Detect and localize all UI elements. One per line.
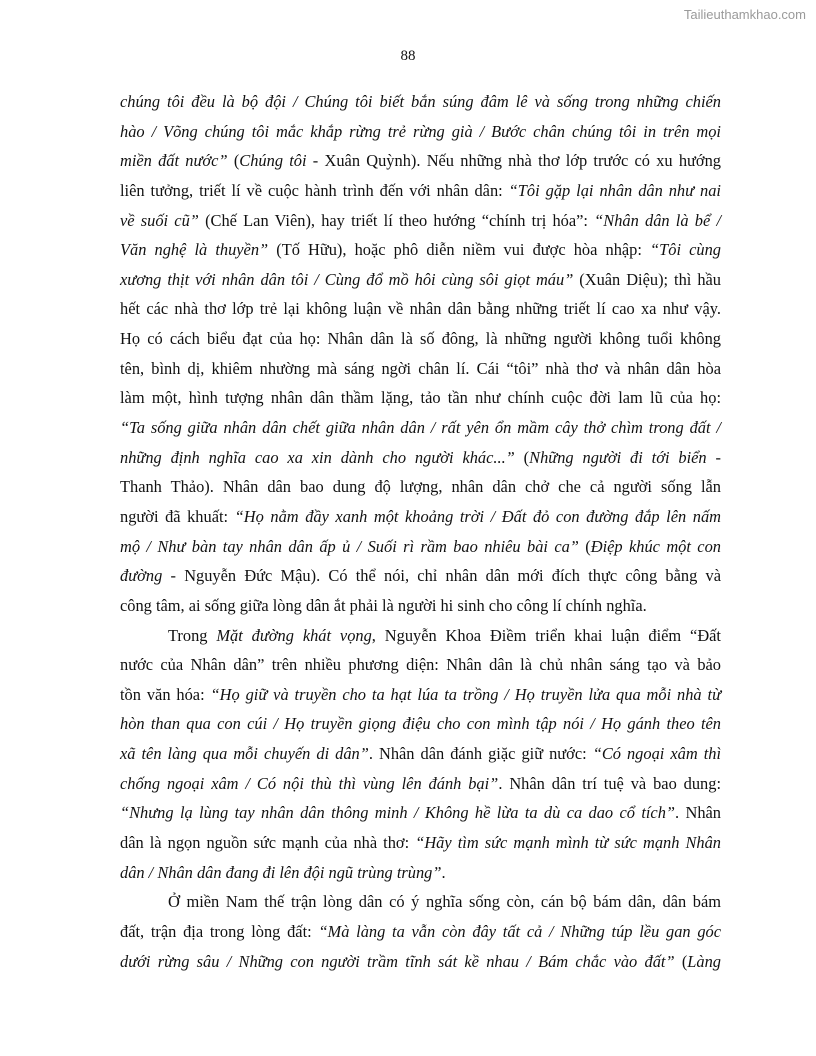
quoted-text: mộ / Như bàn tay nhân dân ấp ủ / Suối rì rầm bao nhiêu bài ca”: [120, 536, 579, 556]
text-line: [120, 739, 721, 769]
text-segment: dân là ngọn nguồn sức mạnh của nhà thơ:: [120, 833, 416, 853]
text-line: [120, 887, 721, 917]
text-line: [120, 709, 721, 739]
watermark-text: Tailieuthamkhao.com: [683, 7, 806, 22]
quoted-text: Mặt đường khát vọng: [216, 625, 372, 645]
text-line: [120, 117, 721, 147]
quoted-text: dưới rừng sâu / Những con người trầm tĩnh sát kề nhau / Bám chắc vào đất”: [120, 951, 675, 971]
text-segment: (Xuân Diệu); thì hầu: [573, 269, 721, 289]
text-segment: (: [578, 536, 591, 556]
text-segment: (: [514, 447, 530, 467]
quoted-text: “Họ giữ và truyền cho ta hạt lúa ta trồng / Họ truyền lửa qua mỗi nhà từ: [210, 684, 722, 704]
text-line: [120, 294, 721, 324]
text-segment: (Tố Hữu), hoặc phô diễn niềm vui được hòa nhập:: [268, 240, 651, 260]
text-segment: người đã khuất:: [120, 506, 235, 526]
quoted-text: miền đất nước”: [120, 151, 228, 171]
text-line: [120, 621, 721, 651]
text-segment: - Nguyễn Đức Mậu). Có thể nói, chỉ nhân dân mới đích thực công bằng và: [162, 566, 721, 586]
quoted-text: Điệp khúc một con: [590, 536, 721, 556]
text-segment: . Nhân: [675, 803, 721, 823]
text-line: [120, 354, 721, 384]
text-line: [120, 561, 721, 591]
quoted-text: những định nghĩa cao xa xin dành cho người khác...”: [120, 447, 515, 467]
text-line: [120, 472, 721, 502]
quoted-text: “Tôi gặp lại nhân dân như nai: [508, 180, 721, 200]
text-line: [120, 917, 721, 947]
text-segment: (Chế Lan Viên), hay triết lí theo hướng “chính trị hóa”:: [198, 210, 595, 230]
text-line: [120, 235, 721, 265]
text-line: [120, 265, 721, 295]
quoted-text: hào / Võng chúng tôi mắc khắp rừng trẻ rừng già / Bước chân chúng tôi in trên mọi: [120, 121, 721, 141]
text-line: [120, 591, 721, 621]
text-segment: đất, trận địa trong lòng đất:: [120, 921, 319, 941]
quoted-text: về suối cũ”: [120, 210, 199, 230]
text-segment: -: [706, 447, 721, 467]
text-segment: .: [441, 862, 446, 882]
quoted-text: “Nhưng lạ lùng tay nhân dân thông minh / Không hề lừa ta dù ca dao cổ tích”: [120, 803, 676, 823]
quoted-text: Chúng tôi: [239, 151, 307, 171]
text-line: [120, 324, 721, 354]
quoted-text: dân / Nhân dân đang đi lên đội ngũ trùng trùng”: [120, 862, 442, 882]
text-segment: (: [674, 951, 688, 971]
text-line: [120, 650, 721, 680]
text-segment: Thanh Thảo). Nhân dân bao dung độ lượng, nhân dân chở che cả người sống lẫn: [120, 477, 721, 497]
body-text: [120, 87, 721, 976]
text-line: [120, 798, 721, 828]
text-segment: tồn văn hóa:: [120, 684, 211, 704]
quoted-text: xã tên làng qua mỗi chuyến di dân”: [120, 744, 369, 764]
text-line: [120, 413, 721, 443]
quoted-text: “Họ nằm đầy xanh một khoảng trời / Đất đỏ con đường đắp lên nấm: [234, 506, 721, 526]
text-segment: liên tưởng, triết lí về cuộc hành trình đến với nhân dân:: [120, 180, 509, 200]
quoted-text: Làng: [687, 951, 721, 971]
text-segment: Họ có cách biểu đạt của họ: Nhân dân là số đông, là những người không tuổi không: [120, 329, 721, 349]
text-segment: , Nguyễn Khoa Điềm triển khai luận điểm “Đất: [371, 625, 721, 645]
quoted-text: đường: [120, 566, 163, 586]
text-line: [120, 502, 721, 532]
text-line: [120, 680, 721, 710]
quoted-text: “Tôi cùng: [650, 240, 721, 260]
text-line: [120, 176, 721, 206]
text-line: [120, 443, 721, 473]
text-segment: tên, bình dị, khiêm nhường mà sáng ngời chân lí. Cái “tôi” nhà thơ và nhân dân hòa: [120, 358, 721, 378]
quoted-text: “Có ngoại xâm thì: [592, 744, 721, 764]
text-segment: làm một, hình tượng nhân dân thầm lặng, tảo tần như chính cuộc đời lam lũ của họ:: [120, 388, 721, 408]
text-segment: hết các nhà thơ lớp trẻ lại không luận về nhân dân bằng những triết lí cao xa như vậy.: [120, 299, 721, 319]
quoted-text: chống ngoại xâm / Có nội thù thì vùng lên đánh bại”: [120, 773, 499, 793]
quoted-text: xương thịt với nhân dân tôi / Cùng đổ mồ hôi cùng sôi giọt máu”: [120, 269, 574, 289]
text-line: [120, 858, 721, 888]
quoted-text: “Nhân dân là bể /: [594, 210, 722, 230]
quoted-text: Những người đi tới biển: [529, 447, 707, 467]
text-segment: (: [227, 151, 240, 171]
quoted-text: “Hãy tìm sức mạnh mình từ sức mạnh Nhân: [415, 833, 721, 853]
text-line: [120, 383, 721, 413]
text-line: [120, 828, 721, 858]
page-number: 88: [400, 48, 416, 64]
text-segment: công tâm, ai sống giữa lòng dân ắt phải là người hi sinh cho công lí chính nghĩa.: [120, 595, 647, 615]
text-segment: - Xuân Quỳnh). Nếu những nhà thơ lớp trước có xu hướng: [306, 151, 721, 171]
text-segment: . Nhân dân đánh giặc giữ nước:: [368, 744, 593, 764]
quoted-text: “Ta sống giữa nhân dân chết giữa nhân dân / rất yên ổn mầm cây thở chìm trong đất /: [120, 418, 721, 438]
text-line: [120, 947, 721, 977]
text-line: [120, 146, 721, 176]
text-line: [120, 769, 721, 799]
text-line: [120, 206, 721, 236]
text-segment: . Nhân dân trí tuệ và bao dung:: [498, 773, 722, 793]
quoted-text: chúng tôi đều là bộ đội / Chúng tôi biết bắn súng đâm lê và sống trong những chiến: [120, 92, 721, 111]
quoted-text: “Mà làng ta vẫn còn đây tất cả / Những túp lều gan góc: [318, 921, 722, 941]
quoted-text: hòn than qua con cúi / Họ truyền giọng điệu cho con mình tập nói / Họ gánh theo tên: [120, 714, 721, 734]
text-line: [120, 87, 721, 117]
quoted-text: Văn nghệ là thuyền”: [120, 240, 269, 260]
text-segment: nước của Nhân dân” trên nhiều phương diện: Nhân dân là chủ nhân sáng tạo và bảo: [120, 655, 721, 675]
text-segment: Ở miền Nam thế trận lòng dân có ý nghĩa sống còn, cán bộ bám dân, dân bám: [168, 892, 721, 912]
text-segment: Trong: [168, 625, 217, 645]
text-line: [120, 532, 721, 562]
